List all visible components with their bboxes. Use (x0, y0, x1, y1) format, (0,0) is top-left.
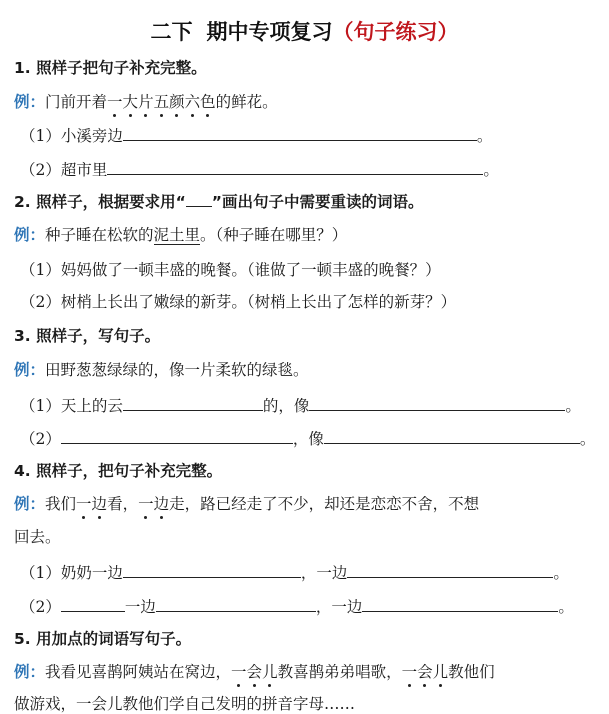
example-text: 看， (107, 495, 139, 513)
section-2-item-2[interactable]: （2）树梢上长出了嫩绿的新芽。（树梢上长出了怎样的新芽？） (20, 293, 457, 311)
section-5-example-line2: 做游戏，一会儿教他们学自己发明的拼音字母…… (14, 695, 356, 713)
section-2-item-1[interactable]: （1）妈妈做了一顿丰盛的晚餐。（谁做了一顿丰盛的晚餐？） (20, 261, 441, 279)
item-label: （1）小溪旁边 (20, 127, 123, 145)
example-label: 例： (14, 93, 46, 111)
emphasis-char: 会 (417, 663, 433, 681)
item-label: （2） (20, 430, 61, 448)
item-label: （1）天上的云 (20, 397, 123, 415)
dotted-words (76, 495, 107, 513)
example-text: 田野葱葱绿绿的，像一片柔软的绿毯。 (45, 361, 309, 379)
section-4-heading: 4. 照样子，把句子补充完整。 (14, 462, 223, 480)
example-text: 门前开着 (45, 93, 108, 111)
dotted-words (138, 495, 169, 513)
page-title (0, 16, 609, 46)
section-1-example (14, 92, 609, 112)
answer-blank[interactable] (61, 595, 125, 612)
section-2-heading (14, 192, 609, 212)
emphasis-char: 一 (76, 495, 92, 513)
item-end: 。 (558, 598, 574, 616)
example-text: 。（种子睡在哪里？） (200, 226, 348, 244)
item-label: （2） (20, 598, 61, 616)
section-2-example (14, 225, 609, 245)
answer-blank[interactable] (123, 394, 263, 411)
emphasis-char: 儿 (262, 663, 278, 681)
title-subject: 期中专项复习 (206, 20, 333, 44)
answer-blank[interactable] (107, 158, 483, 175)
section-5-heading: 5. 用加点的词语写句子。 (14, 630, 192, 648)
item-label: （2）超市里 (20, 161, 108, 179)
emphasis-char: 大 (122, 93, 139, 111)
example-text: 教喜鹊弟弟唱歌， (277, 663, 402, 681)
item-label: （1）奶奶一边 (20, 564, 123, 582)
emphasis-char: 一 (138, 495, 154, 513)
answer-blank[interactable] (362, 595, 558, 612)
emphasis-char: 片 (138, 93, 154, 111)
section-4-example (14, 494, 609, 514)
example-label: 例： (14, 226, 46, 244)
item-mid: ，一边 (315, 598, 363, 616)
item-end: 。 (483, 161, 499, 179)
heading-text: 2. 照样子，根据要求用“ (14, 193, 186, 211)
example-text: 教他们 (448, 663, 495, 681)
dotted-words (231, 663, 278, 681)
section-1-heading: 1. 照样子把句子补充完整。 (14, 59, 207, 77)
underlined-word: 泥土里 (153, 226, 201, 244)
dotted-words (107, 93, 216, 111)
example-label: 例： (14, 361, 46, 379)
dotted-words (402, 663, 449, 681)
section-3-heading: 3. 照样子，写句子。 (14, 327, 161, 345)
title-topic: （句子练习） (332, 20, 459, 44)
section-1-item-2 (20, 158, 609, 180)
answer-blank[interactable] (61, 427, 293, 444)
section-4-example-line2: 回去。 (14, 528, 61, 546)
item-end: 。 (553, 564, 569, 582)
answer-blank[interactable] (324, 427, 580, 444)
section-3-example (14, 360, 609, 380)
emphasis-char: 一 (401, 663, 418, 681)
section-4-item-1 (20, 561, 609, 583)
example-text: 种子睡在松软的 (45, 226, 154, 244)
emphasis-char: 边 (91, 495, 108, 513)
section-3-item-1 (20, 394, 609, 416)
example-text: 走，路已经走了不少，却还是恋恋不舍，不想 (169, 495, 480, 513)
item-end: 。 (579, 430, 596, 448)
heading-text: ”画出句子中需要重读的词语。 (211, 193, 424, 211)
emphasis-char: 一 (231, 663, 247, 681)
section-3-item-2 (20, 427, 609, 449)
item-mid: ，像 (292, 430, 324, 448)
emphasis-char: 颜 (169, 93, 185, 111)
example-label: 例： (14, 663, 46, 681)
underline-sample (186, 192, 212, 207)
example-text: 的鲜花。 (215, 93, 278, 111)
example-text: 我看见喜鹊阿姨站在窝边， (45, 663, 232, 681)
item-mid: 一边 (124, 598, 156, 616)
section-5-example (14, 662, 609, 682)
emphasis-char: 一 (107, 93, 123, 111)
answer-blank[interactable] (123, 124, 477, 141)
emphasis-char: 色 (200, 93, 216, 111)
answer-blank[interactable] (309, 394, 565, 411)
section-4-item-2 (20, 595, 609, 617)
emphasis-char: 五 (153, 93, 170, 111)
answer-blank[interactable] (123, 561, 301, 578)
example-text: 我们 (45, 495, 77, 513)
item-mid: ，一边 (300, 564, 348, 582)
example-label: 例： (14, 495, 46, 513)
item-end: 。 (565, 397, 581, 415)
item-end: 。 (476, 127, 493, 145)
emphasis-char: 六 (184, 93, 201, 111)
emphasis-char: 会 (246, 663, 263, 681)
item-mid: 的，像 (262, 397, 310, 415)
answer-blank[interactable] (347, 561, 553, 578)
emphasis-char: 边 (153, 495, 170, 513)
title-grade: 二下 (150, 20, 193, 44)
emphasis-char: 儿 (432, 663, 449, 681)
answer-blank[interactable] (156, 595, 316, 612)
section-1-item-1 (20, 124, 609, 146)
